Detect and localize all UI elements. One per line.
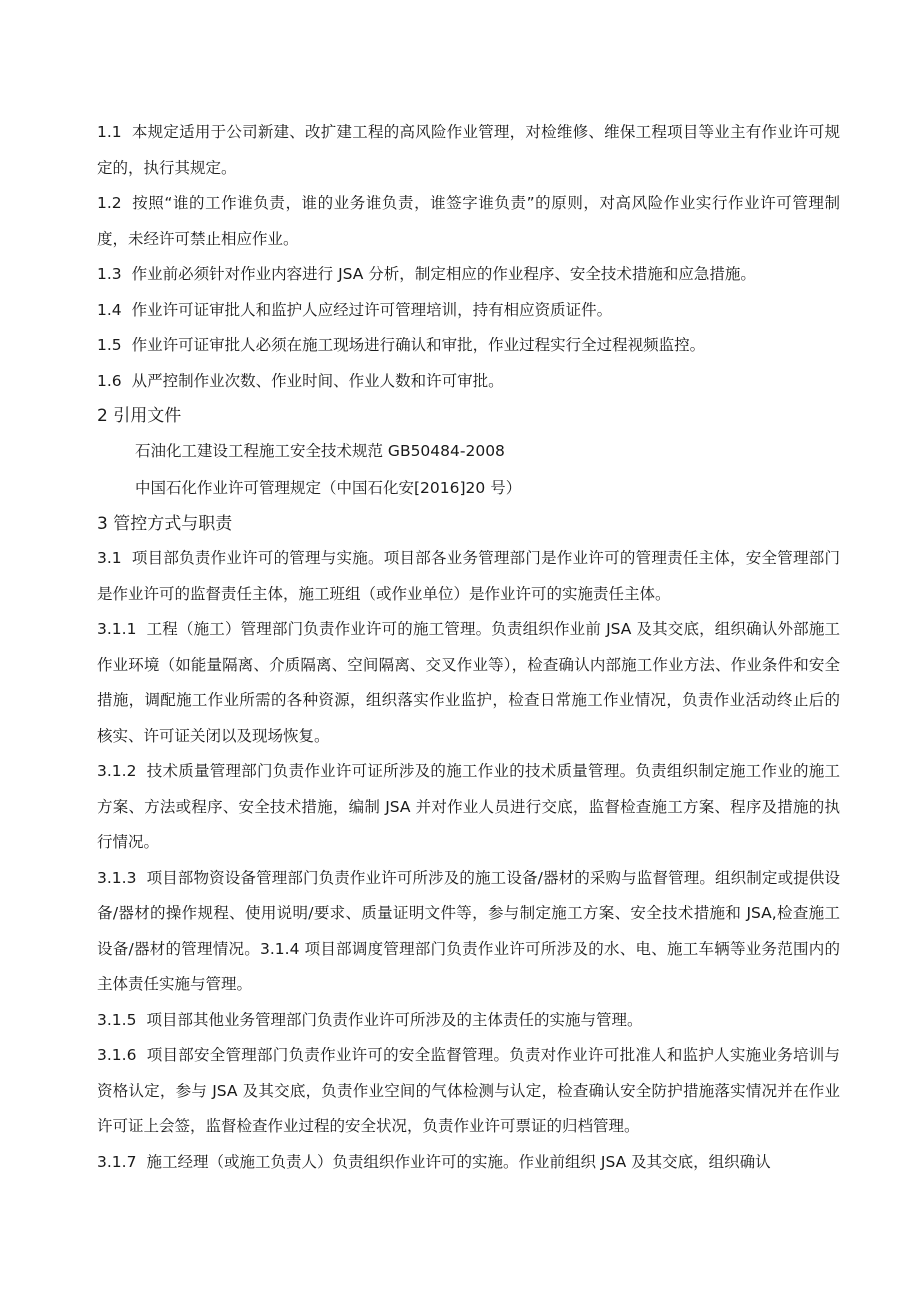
clause-number: 3.1.1 [97, 620, 137, 638]
clause-text: 项目部负责作业许可的管理与实施。项目部各业务管理部门是作业许可的管理责任主体，安全管理部门是作业许可的监督责任主体，施工班组（或作业单位）是作业许可的实施责任主体。 [97, 549, 840, 603]
clause-number: 3.1.3 [97, 868, 137, 887]
clause-number: 1.5 [97, 336, 122, 354]
clause-1-4 [97, 293, 840, 329]
clause-text: 本规定适用于公司新建、改扩建工程的高风险作业管理，对检维修、维保工程项目等业主有作业许可规定的，执行其规定。 [97, 123, 840, 177]
clause-number: 3.1.7 [97, 1152, 137, 1171]
clause-number: 3.1.6 [97, 1046, 137, 1064]
clause-number: 1.6 [97, 371, 122, 390]
clause-text: 作业前必须针对作业内容进行 JSA 分析，制定相应的作业程序、安全技术措施和应急措施。 [131, 265, 756, 283]
clause-text: 项目部安全管理部门负责作业许可的安全监督管理。负责对作业许可批准人和监护人实施业务培训与资格认定，参与 JSA 及其交底，负责作业空间的气体检测与认定，检查确认安全防护措施落实情况并在作业许可证上会签，监督检查作业过程的安全状况，负责作业许可票证的归档管理。 [97, 1046, 840, 1135]
clause-3-1-6 [97, 1038, 840, 1145]
clause-number: 1.4 [97, 300, 122, 319]
reference-item: 中国石化作业许可管理规定（中国石化安[2016]20 号） [135, 479, 522, 497]
section-heading-references: 2 引用文件 [97, 406, 182, 426]
clause-1-2 [97, 186, 840, 257]
clause-number: 3.1 [97, 549, 122, 567]
clause-1-5 [97, 328, 840, 364]
clause-3-1-1 [97, 612, 840, 754]
clause-number: 1.3 [97, 265, 122, 283]
clause-3-1-2 [97, 754, 840, 861]
clause-3-1-3 [97, 861, 840, 1003]
clause-number: 1.1 [97, 123, 122, 141]
clause-text: 作业许可证审批人和监护人应经过许可管理培训，持有相应资质证件。 [131, 300, 613, 319]
clause-3-1-7 [97, 1145, 840, 1181]
clause-text: 项目部其他业务管理部门负责作业许可所涉及的主体责任的实施与管理。 [146, 1010, 643, 1029]
clause-number: 3.1.5 [97, 1010, 137, 1029]
clause-text: 技术质量管理部门负责作业许可证所涉及的施工作业的技术质量管理。负责组织制定施工作业的施工方案、方法或程序、安全技术措施，编制 JSA 并对作业人员进行交底，监督检查施工方案、程序及措施的执行情况。 [97, 762, 840, 851]
clause-text: 项目部物资设备管理部门负责作业许可所涉及的施工设备/器材的采购与监督管理。组织制定或提供设备/器材的操作规程、使用说明/要求、质量证明文件等，参与制定施工方案、安全技术措施和 JSA,检查施工设备/器材的管理情况。3.1.4 项目部调度管理部门负责作业许可所涉及的水、电、施工车辆等业务范围内的主体责任实施与管理。 [97, 868, 840, 993]
reference-item: 石油化工建设工程施工安全技术规范 GB50484-2008 [135, 442, 505, 460]
clause-3-1-5 [97, 1003, 840, 1039]
clause-number: 3.1.2 [97, 762, 137, 780]
clause-1-3 [97, 257, 840, 293]
section-heading-control: 3 管控方式与职责 [97, 514, 233, 534]
clause-1-1 [97, 115, 840, 186]
clause-text: 施工经理（或施工负责人）负责组织作业许可的实施。作业前组织 JSA 及其交底，组织确认 [146, 1152, 771, 1171]
clause-text: 作业许可证审批人必须在施工现场进行确认和审批，作业过程实行全过程视频监控。 [131, 336, 706, 354]
clause-text: 按照“谁的工作谁负责，谁的业务谁负责，谁签字谁负责”的原则，对高风险作业实行作业许可管理制度，未经许可禁止相应作业。 [97, 194, 840, 248]
clause-text: 工程（施工）管理部门负责作业许可的施工管理。负责组织作业前 JSA 及其交底，组织确认外部施工作业环境（如能量隔离、介质隔离、空间隔离、交叉作业等），检查确认内部施工作业方法、作业条件和安全措施，调配施工作业所需的各种资源，组织落实作业监护，检查日常施工作业情况，负责作业活动终止后的核实、许可证关闭以及现场恢复。 [97, 620, 840, 745]
clause-number: 1.2 [97, 194, 122, 212]
clause-text: 从严控制作业次数、作业时间、作业人数和许可审批。 [131, 371, 504, 390]
clause-1-6 [97, 364, 840, 400]
clause-3-1 [97, 541, 840, 612]
